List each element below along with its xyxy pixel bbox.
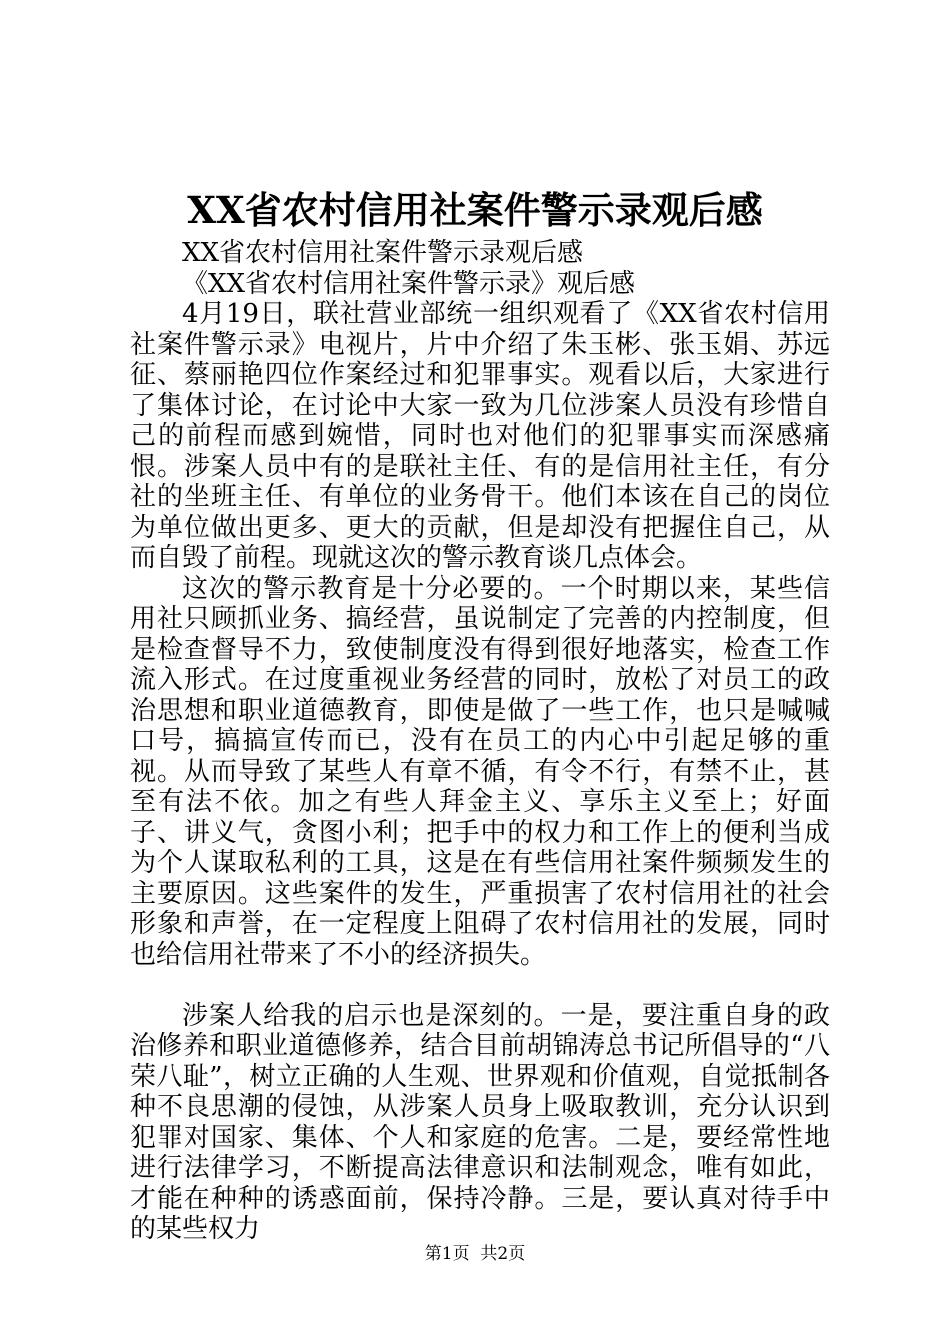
document-body [130,238,830,1245]
paragraph-necessity: 这次的警示教育是十分必要的。一个时期以来，某些信用社只顾抓业务、搞经营，虽说制定了完善的内控制度，但是检查督导不力，致使制度没有得到很好地落实，检查工作流入形式。在过度重视业务经营的同时，放松了对员工的政治思想和职业道德教育，即使是做了一些工作，也只是喊喊口号，搞搞宣传而已，没有在员工的内心中引起足够的重视。从而导致了某些人有章不循，有令不行，有禁不止，甚至有法不依。加之有些人拜金主义、享乐主义至上；好面子、讲义气，贪图小利；把手中的权力和工作上的便利当成为个人谋取私利的工具，这是在有些信用社案件频频发生的主要原因。这些案件的发生，严重损害了农村信用社的社会形象和声誉，在一定程度上阻碍了农村信用社的发展，同时也给信用社带来了不小的经济损失。 [130,573,830,970]
paragraph-book-title: 《XX省农村信用社案件警示录》观后感 [182,268,636,299]
page-number: 第1页 共2页 [424,1244,526,1264]
page-footer [0,1243,950,1265]
paragraph-intro: 4月19日，联社营业部统一组织观看了《XX省农村信用社案件警示录》电视片，片中介绍了朱玉彬、张玉娟、苏远征、蔡丽艳四位作案经过和犯罪事实。观看以后，大家进行了集体讨论，在讨论中大家一致为几位涉案人员没有珍惜自己的前程而感到婉惜，同时也对他们的犯罪事实而深感痛恨。涉案人员中有的是联社主任、有的是信用社主任，有分社的坐班主任、有单位的业务骨干。他们本该在自己的岗位为单位做出更多、更大的贡献，但是却没有把握住自己，从而自毁了前程。现就这次的警示教育谈几点体会。 [130,299,830,573]
paragraph-lessons: 涉案人给我的启示也是深刻的。一是，要注重自身的政治修养和职业道德修养，结合目前胡锦涛总书记所倡导的“八荣八耻”，树立正确的人生观、世界观和价值观，自觉抵制各种不良思潮的侵蚀，从涉案人员身上吸取教训，充分认识到犯罪对国家、集体、个人和家庭的危害。二是，要经常性地进行法律学习，不断提高法律意识和法制观念，唯有如此，才能在种种的诱惑面前，保持冷静。三是，要认真对待手中的某些权力 [130,1000,830,1244]
document-title: XX省农村信用社案件警示录观后感 [187,188,763,232]
paragraph-gap [130,970,830,1001]
paragraph-subtitle: XX省农村信用社案件警示录观后感 [182,238,584,268]
